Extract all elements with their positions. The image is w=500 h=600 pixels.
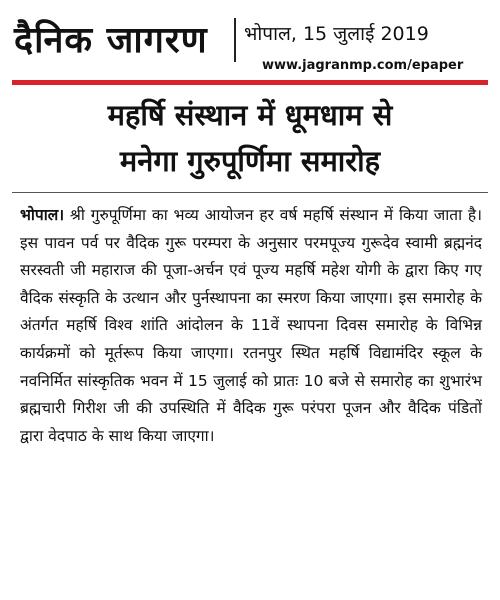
article-dateline: भोपाल। — [20, 206, 65, 224]
place-date: भोपाल, 15 जुलाई 2019 — [244, 23, 429, 45]
article-body-text: श्री गुरुपूर्णिमा का भव्य आयोजन हर वर्ष महर्षि संस्थान में किया जाता है। इस पावन पर्व पर वैदिक गुरू परम्परा के अनुसार परमपूज्य गुरूदेव स्वामी ब्रह्मनंद सरस्वती जी महाराज की पूजा-अर्चन एवं पूज्य महर्षि महेश योगी के द्वारा किए गए वैदिक संस्कृति के उत्थान और पुर्नस्थापना का स्मरण किया जाएगा। इस समारोह के अंतर्गत महर्षि विश्व शांति आंदोलन के 11वें स्थापना दिवस समारोह के विभिन्न कार्यक्रमों को मूर्तरूप किया जाएगा। रतनपुर स्थित महर्षि विद्यामंदिर स्कूल के नवनिर्मित सांस्कृतिक भवन में 15 जुलाई को प्रातः 10 बजे से समारोह का शुभारंभ ब्रह्मचारी गिरीश जी की उपस्थिति में वैदिक गुरू परंपरा पूजन और वैदिक पंडितों द्वारा वेदपाठ के साथ किया जाएगा। — [20, 206, 482, 445]
article-headline — [12, 92, 488, 184]
headline-line-2: मनेगा गुरुपूर्णिमा समारोह — [119, 144, 381, 178]
epaper-url: www.jagranmp.com/epaper — [262, 58, 464, 73]
article-body — [20, 202, 482, 450]
newspaper-logo: दैनिक जागरण — [14, 20, 208, 61]
masthead-divider — [234, 18, 236, 62]
masthead — [0, 0, 500, 88]
headline-line-1: महर्षि संस्थान में धूमधाम से — [107, 98, 393, 132]
masthead-red-rule — [12, 80, 488, 85]
headline-rule — [12, 192, 488, 193]
